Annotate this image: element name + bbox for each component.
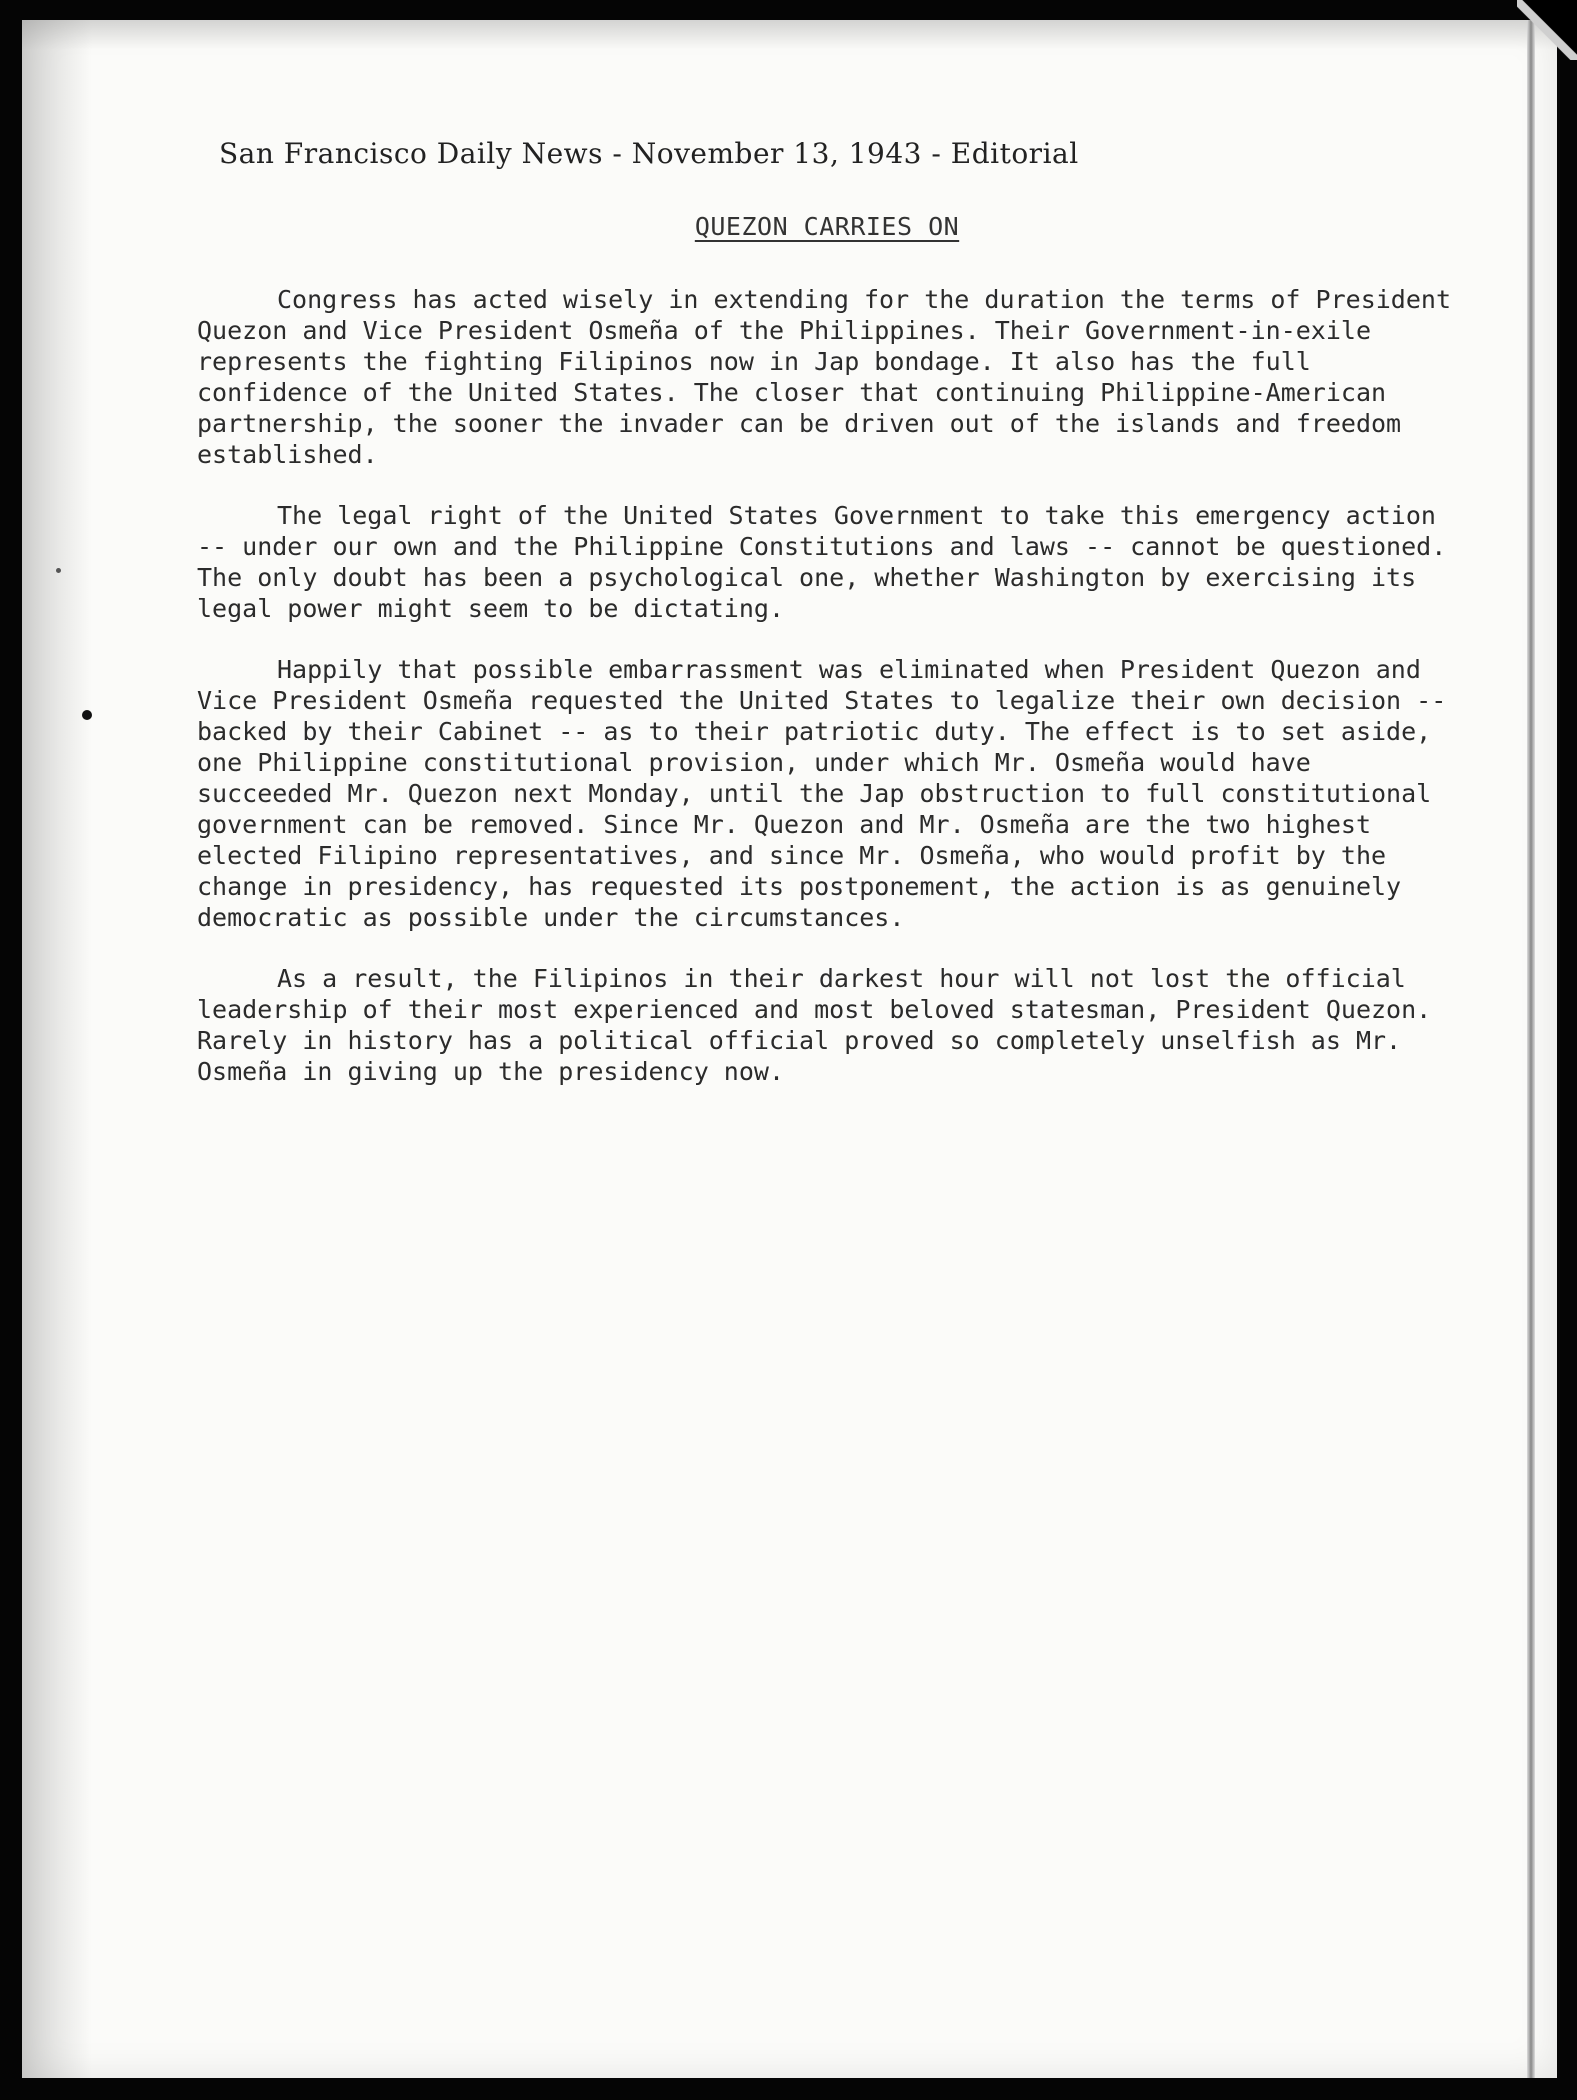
headline: QUEZON CARRIES ON bbox=[694, 212, 960, 241]
paragraph-text: The legal right of the United States Government to take this emergency action -- under our own and the Philippine Constitutions and laws -- cannot be questioned. The only doubt has been a psychological one, whether Washington by exercising its legal power might seem to be dictating. bbox=[197, 501, 1447, 623]
right-page-edge bbox=[1527, 20, 1535, 2078]
paragraph-text: As a result, the Filipinos in their darkest hour will not lost the official leadership of their most experienced and most beloved statesman, President Quezon. Rarely in history has a political official proved so completely unselfish as Mr. Osmeña in giving up the presidency now. bbox=[197, 964, 1432, 1086]
paragraph-text: Happily that possible embarrassment was eliminated when President Quezon and Vice President Osmeña requested the United States to legalize their own decision -- backed by their Cabinet -- as to their patriotic duty. The effect is to set aside, one Philippine constitutional provision, under which Mr. Osmeña would have succeeded Mr. Quezon next Monday, until the Jap obstruction to full constitutional government can be removed. Since Mr. Quezon and Mr. Osmeña are the two highest elected Filipino representatives, and since Mr. Osmeña, who would profit by the change in presidency, has requested its postponement, the action is as genuinely democratic as possible under the circumstances. bbox=[197, 655, 1447, 932]
paragraph-2 bbox=[197, 500, 1457, 624]
dateline: San Francisco Daily News - November 13, 1943 - Editorial bbox=[219, 137, 1079, 170]
paragraph-3 bbox=[197, 654, 1457, 933]
left-edge-shadow bbox=[22, 20, 92, 2078]
document-page bbox=[22, 20, 1557, 2078]
paragraph-4 bbox=[197, 963, 1457, 1087]
top-edge-shadow bbox=[22, 20, 1557, 50]
paragraph-text: Congress has acted wisely in extending for the duration the terms of President Quezon and Vice President Osmeña of the Philippines. Their Government-in-exile represents the fighting Filipinos now in Jap bondage. It also has the full confidence of the United States. The closer that continuing Philippine-American partnership, the sooner the invader can be driven out of the islands and freedom established. bbox=[197, 285, 1451, 469]
editorial-text bbox=[197, 138, 1457, 1117]
paragraph-1 bbox=[197, 284, 1457, 470]
punch-hole-mark bbox=[82, 710, 92, 720]
corner-fold bbox=[1517, 0, 1577, 60]
speck-mark bbox=[56, 568, 61, 573]
